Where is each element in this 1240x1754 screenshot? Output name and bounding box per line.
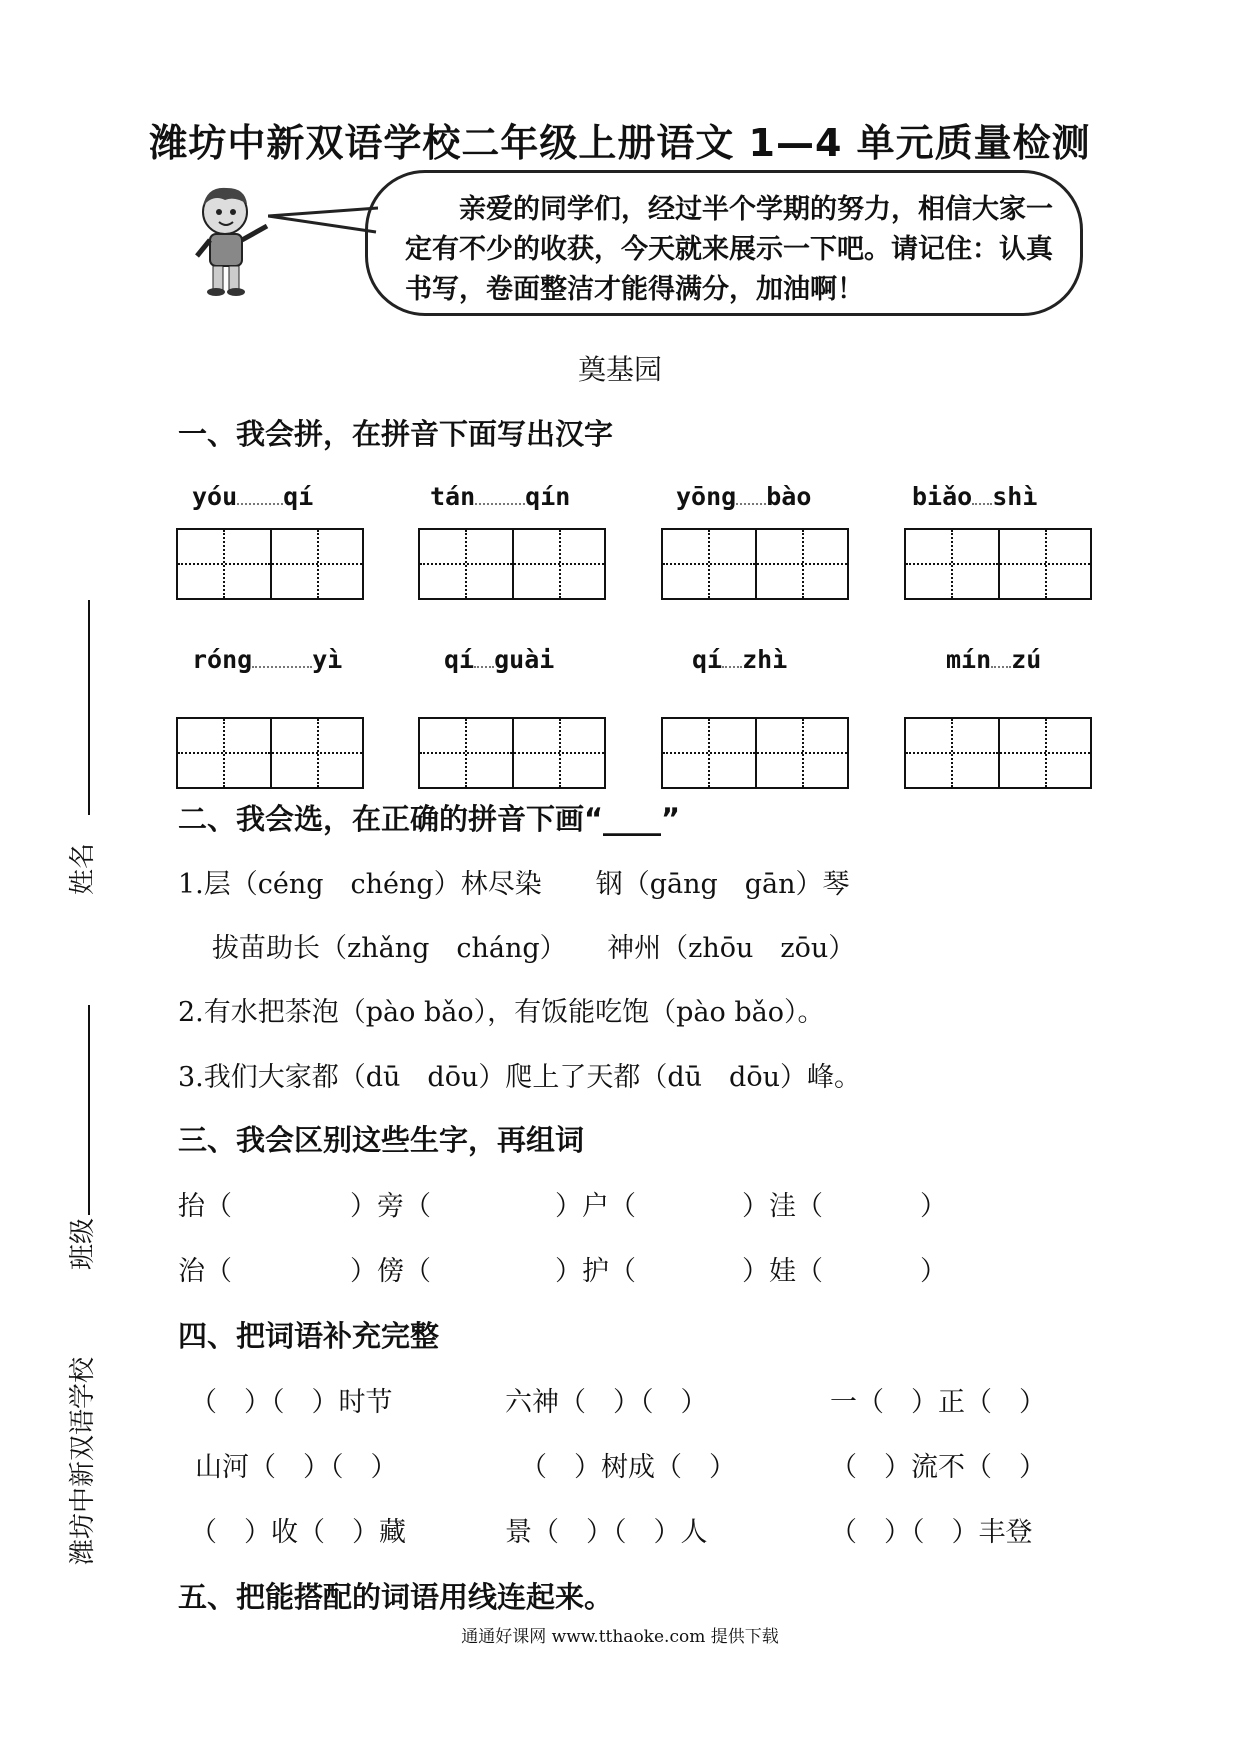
choose-line-4: 3.我们大家都（dū dōu）爬上了天都（dū dōu）峰。 [178, 1062, 861, 1093]
class-label: 班级 [68, 1217, 98, 1270]
writing-grid[interactable] [904, 528, 1092, 600]
pinyin: guài [494, 645, 555, 674]
pinyin-group [192, 645, 342, 674]
class-field-line[interactable] [88, 1005, 90, 1215]
writing-grid[interactable] [418, 528, 606, 600]
writing-grid[interactable] [904, 717, 1092, 789]
pinyin-group [676, 482, 811, 511]
writing-grid[interactable] [661, 528, 849, 600]
idiom-item: 六神（ ）（ ） [505, 1387, 708, 1418]
pinyin: mín [946, 645, 992, 674]
char-word-item: ） [920, 1256, 947, 1287]
pinyin-group [444, 645, 554, 674]
name-label: 姓名 [68, 842, 98, 895]
section-4-heading: 四、把词语补充完整 [178, 1319, 440, 1353]
writing-grid[interactable] [176, 528, 364, 600]
char-word-item: ）护（ [555, 1256, 636, 1287]
section-5-heading: 五、把能搭配的词语用线连起来。 [178, 1580, 614, 1614]
pinyin: biǎo [912, 482, 973, 511]
pinyin: qí [283, 482, 314, 511]
school-label: 潍坊中新双语学校 [68, 1356, 98, 1565]
footer-text: 通通好课网 www.tthaoke.com 提供下载 [461, 1627, 779, 1647]
writing-grid[interactable] [418, 717, 606, 789]
pinyin: zhì [742, 645, 788, 674]
char-word-item: ）傍（ [350, 1256, 431, 1287]
choose-line-3: 2.有水把茶泡（pào bǎo），有饭能吃饱（pào bǎo）。 [178, 997, 825, 1028]
idiom-item: 景（ ）（ ）人 [505, 1517, 708, 1548]
pinyin-group [912, 482, 1037, 511]
pinyin: róng [192, 645, 253, 674]
idiom-item: （ ）（ ）丰登 [830, 1517, 1033, 1548]
idiom-item: （ ）流不（ ） [830, 1452, 1046, 1483]
pinyin-group [430, 482, 570, 511]
page-title: 潍坊中新双语学校二年级上册语文 1—4 单元质量检测 [149, 121, 1091, 165]
pinyin: qín [525, 482, 571, 511]
subtitle: 奠基园 [577, 353, 662, 386]
pinyin: shì [992, 482, 1038, 511]
char-word-item: ）旁（ [350, 1191, 431, 1222]
pinyin: qí [692, 645, 723, 674]
writing-grid[interactable] [661, 717, 849, 789]
name-field-line[interactable] [88, 600, 90, 815]
pinyin-group [692, 645, 787, 674]
section-3-heading: 三、我会区别这些生字，再组词 [178, 1123, 585, 1157]
pinyin-group [946, 645, 1041, 674]
char-word-item: 抬（ [178, 1191, 232, 1222]
char-word-item: ） [920, 1191, 947, 1222]
pinyin: yōng [676, 482, 737, 511]
idiom-item: （ ）（ ）时节 [190, 1387, 393, 1418]
writing-grid[interactable] [176, 717, 364, 789]
idiom-item: （ ）树成（ ） [520, 1452, 736, 1483]
char-word-item: 治（ [178, 1256, 232, 1287]
pinyin: yì [312, 645, 343, 674]
pinyin: bào [766, 482, 812, 511]
idiom-item: 山河（ ）（ ） [195, 1452, 398, 1483]
choose-line-2: 拔苗助长（zhǎng cháng） 神州（zhōu zōu） [212, 933, 856, 964]
pinyin: yóu [192, 482, 238, 511]
pinyin: tán [430, 482, 476, 511]
pinyin-group [192, 482, 313, 511]
section-1-heading: 一、我会拼，在拼音下面写出汉字 [178, 417, 614, 451]
char-word-item: ）户（ [555, 1191, 636, 1222]
char-word-item: ）娃（ [742, 1256, 823, 1287]
idiom-item: （ ）收（ ）藏 [190, 1517, 406, 1548]
char-word-item: ）洼（ [742, 1191, 823, 1222]
speech-bubble-tail [268, 206, 378, 236]
section-2-heading: 二、我会选，在正确的拼音下画“____” [178, 802, 681, 836]
cartoon-boy-illustration [185, 182, 285, 300]
pinyin: qí [444, 645, 475, 674]
idiom-item: 一（ ）正（ ） [830, 1387, 1046, 1418]
choose-line-1: 1.层（céng chéng）林尽染 钢（gāng gān）琴 [178, 869, 850, 900]
pinyin: zú [1011, 645, 1042, 674]
greeting-text: 亲爱的同学们，经过半个学期的努力，相信大家一定有不少的收获，今天就来展示一下吧。请记住：认真书写，卷面整洁才能得满分，加油啊！ [405, 194, 1053, 305]
